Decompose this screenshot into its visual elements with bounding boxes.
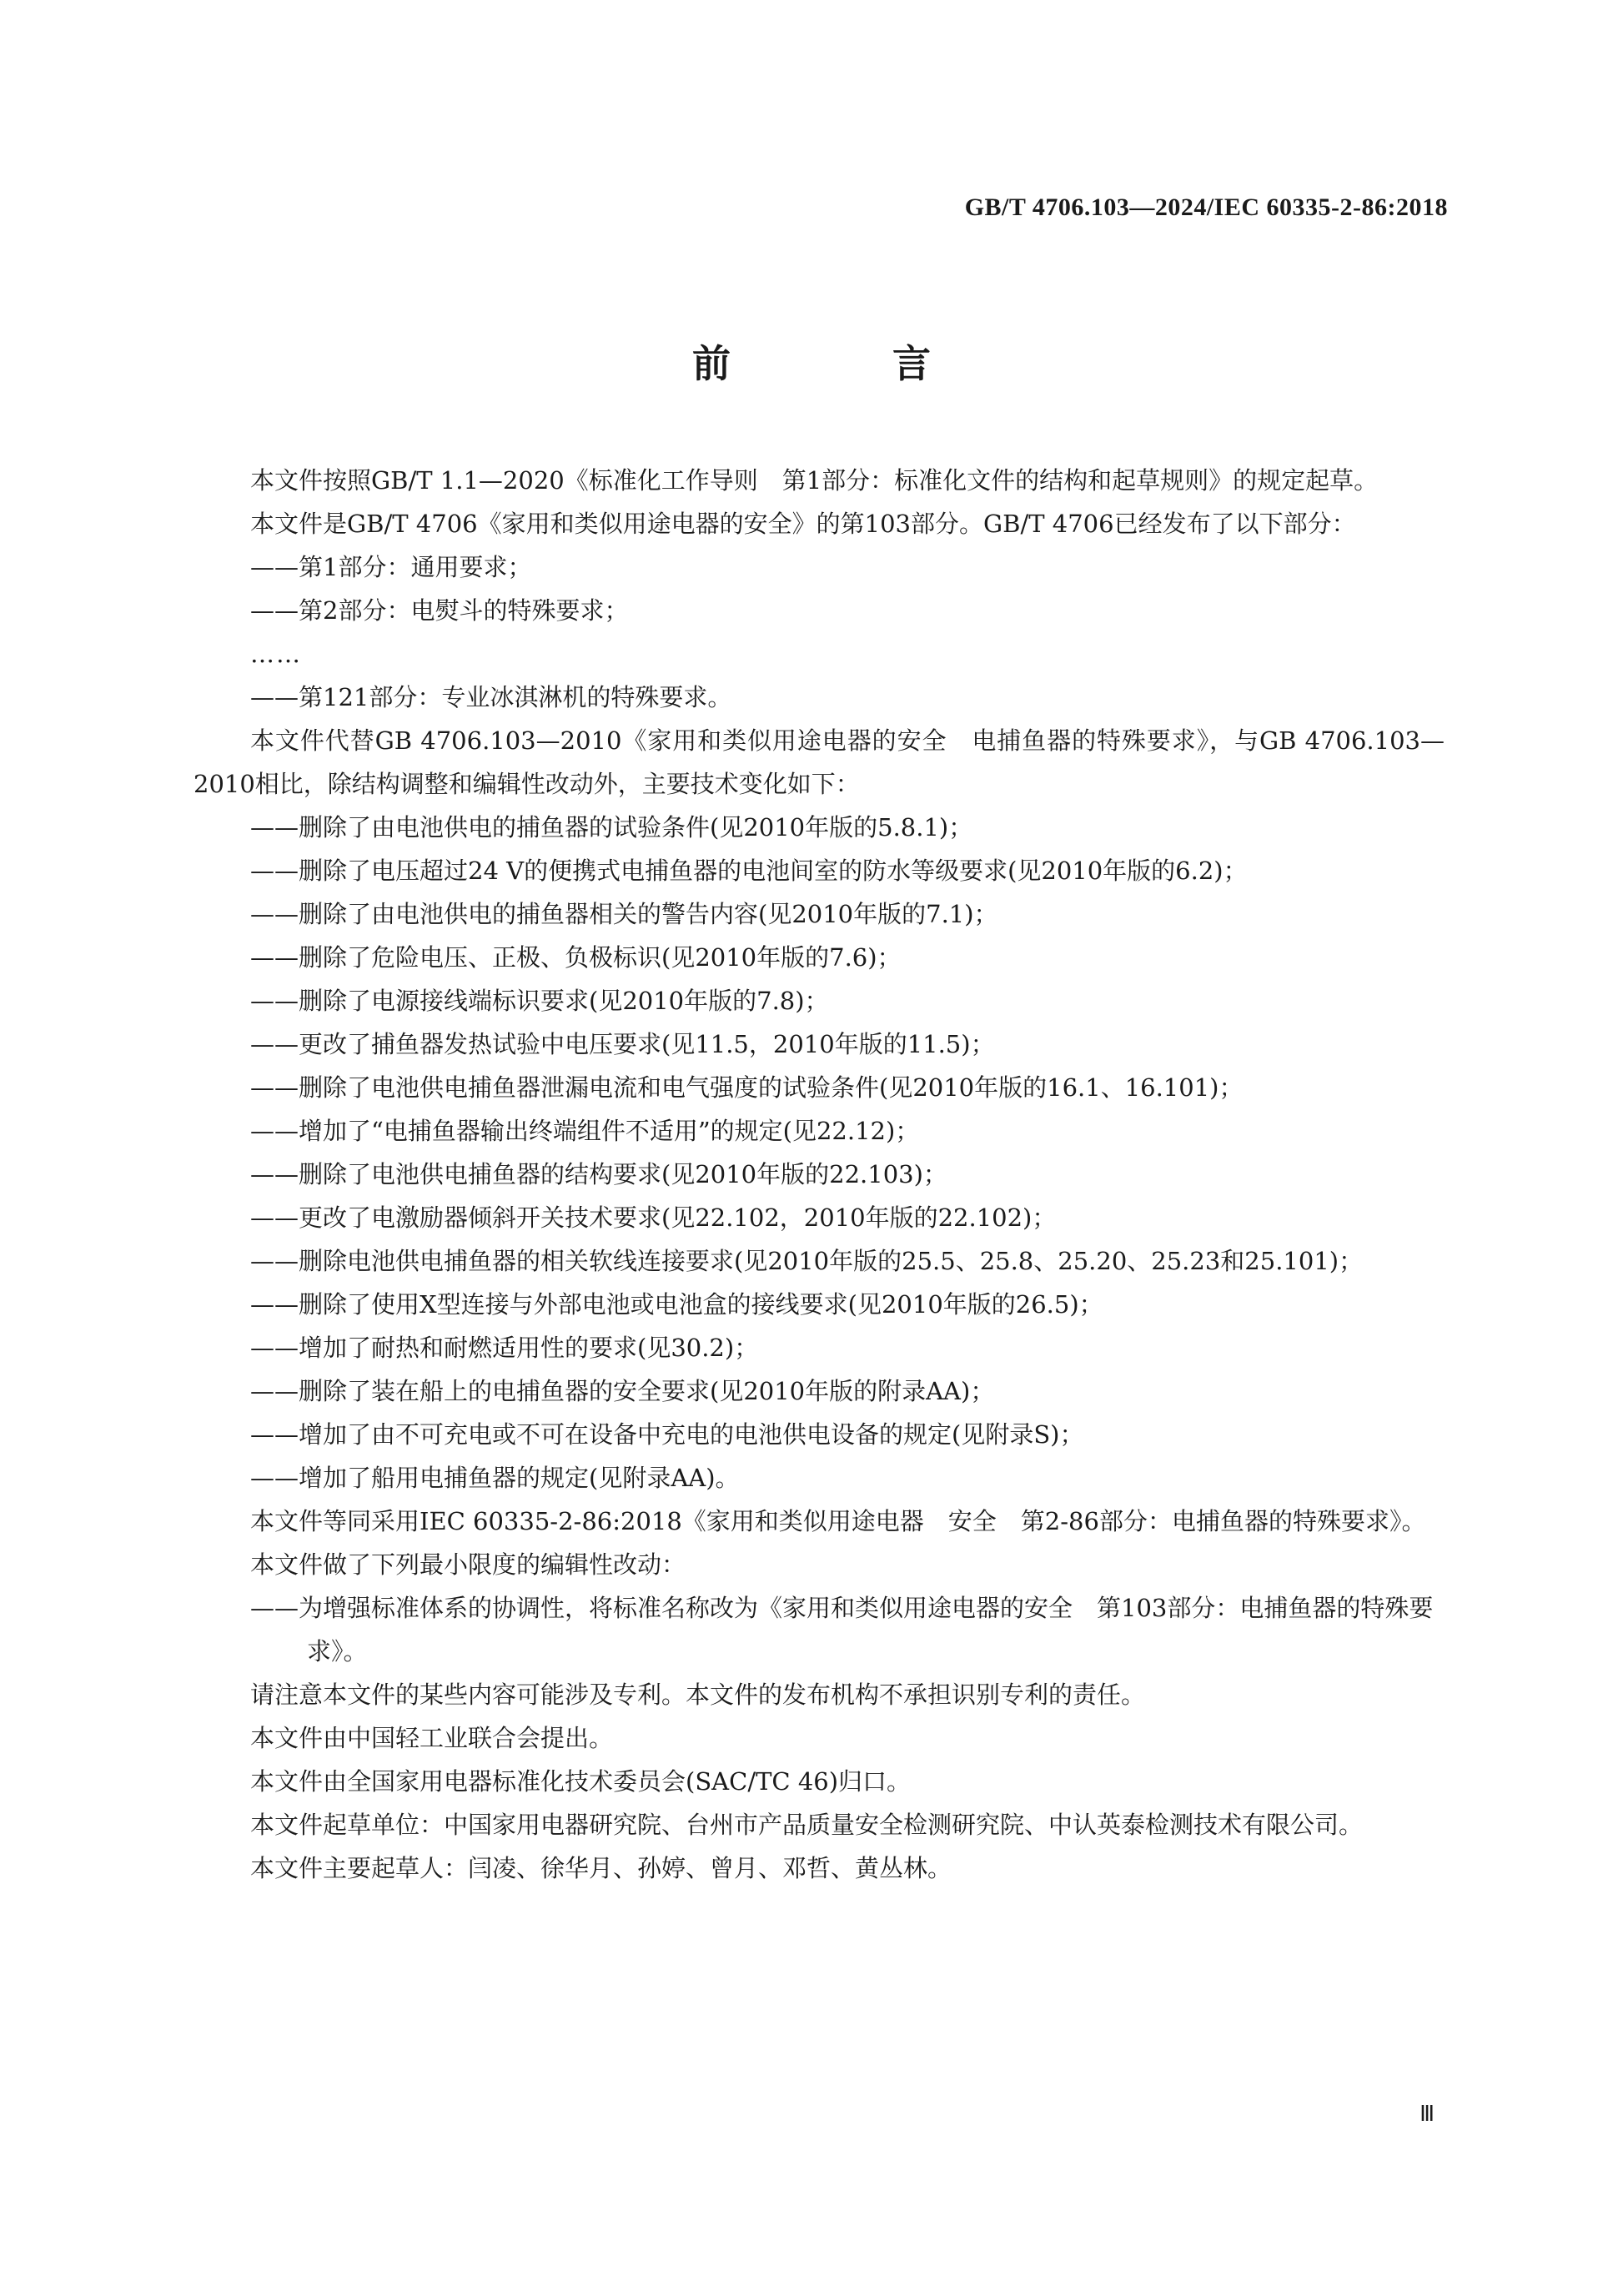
paragraph-drafting-units: 本文件起草单位：中国家用电器研究院、台州市产品质量安全检测研究院、中认英泰检测技术有限公司。: [250, 1811, 1364, 1839]
list-item-change: ——删除了危险电压、正极、负极标识(见2010年版的7.6)；: [250, 943, 902, 972]
paragraph-committee: 本文件由全国家用电器标准化技术委员会(SAC/TC 46)归口。: [250, 1767, 912, 1796]
list-item-change: ——增加了“电捕鱼器输出终端组件不适用”的规定(见22.12)；: [250, 1117, 920, 1145]
list-item-change: ——删除了由电池供电的捕鱼器相关的警告内容(见2010年版的7.1)；: [250, 900, 998, 928]
page-number: Ⅲ: [1419, 2102, 1435, 2126]
list-item-edit: ——为增强标准体系的协调性，将标准名称改为《家用和类似用途电器的安全 第103部分：电捕鱼器的特殊要求》。: [250, 1594, 1434, 1665]
list-item-part: ——第121部分：专业冰淇淋机的特殊要求。: [250, 683, 732, 711]
standard-code: GB/T 4706.103—2024/IEC 60335-2-86:2018: [964, 193, 1448, 221]
list-item-change: ——增加了船用电捕鱼器的规定(见附录AA)。: [250, 1464, 740, 1492]
paragraph-drafting-rules: 本文件按照GB/T 1.1—2020《标准化工作导则 第1部分：标准化文件的结构和起草规则》的规定起草。: [250, 466, 1379, 495]
ellipsis: ……: [250, 640, 302, 668]
list-item-change: ——更改了捕鱼器发热试验中电压要求(见11.5，2010年版的11.5)；: [250, 1030, 995, 1058]
page-title: 前 言: [692, 341, 992, 386]
list-item-change: ——删除了装在船上的电捕鱼器的安全要求(见2010年版的附录AA)；: [250, 1377, 995, 1405]
list-item-change: ——删除了电压超过24 V的便携式电捕鱼器的电池间室的防水等级要求(见2010年版的6.2)；: [250, 857, 1248, 885]
paragraph-replaces: 本文件代替GB 4706.103—2010《家用和类似用途电器的安全 电捕鱼器的特殊要求》，与GB 4706.103—2010相比，除结构调整和编辑性改动外，主要技术变化如下：: [193, 726, 1445, 798]
list-item-change: ——删除了电池供电捕鱼器的结构要求(见2010年版的22.103)；: [250, 1160, 947, 1188]
list-item-change: ——删除了由电池供电的捕鱼器的试验条件(见2010年版的5.8.1)；: [250, 813, 973, 842]
foreword-body: [193, 459, 1445, 1890]
list-item-change: ——删除了使用X型连接与外部电池或电池盒的接线要求(见2010年版的26.5)；: [250, 1290, 1103, 1319]
list-item-part: ——第1部分：通用要求；: [250, 553, 532, 581]
list-item-change: ——删除电池供电捕鱼器的相关软线连接要求(见2010年版的25.5、25.8、25.20、25.23和25.101)；: [250, 1247, 1364, 1275]
list-item-change: ——增加了耐热和耐燃适用性的要求(见30.2)；: [250, 1334, 759, 1362]
paragraph-edit-intro: 本文件做了下列最小限度的编辑性改动：: [250, 1550, 686, 1579]
list-item-change: ——增加了由不可充电或不可在设备中充电的电池供电设备的规定(见附录S)；: [250, 1420, 1084, 1449]
list-item-change: ——更改了电激励器倾斜开关技术要求(见22.102，2010年版的22.102)；: [250, 1203, 1057, 1232]
paragraph-series: 本文件是GB/T 4706《家用和类似用途电器的安全》的第103部分。GB/T 4706已经发布了以下部分：: [250, 510, 1356, 538]
paragraph-adoption: 本文件等同采用IEC 60335-2-86:2018《家用和类似用途电器 安全 第2-86部分：电捕鱼器的特殊要求》。: [250, 1507, 1426, 1535]
paragraph-drafters: 本文件主要起草人：闫凌、徐华月、孙婷、曾月、邓哲、黄丛林。: [250, 1854, 952, 1882]
list-item-part: ——第2部分：电熨斗的特殊要求；: [250, 596, 629, 625]
list-item-change: ——删除了电池供电捕鱼器泄漏电流和电气强度的试验条件(见2010年版的16.1、16.101)；: [250, 1073, 1244, 1102]
paragraph-proposer: 本文件由中国轻工业联合会提出。: [250, 1724, 614, 1752]
paragraph-patent-notice: 请注意本文件的某些内容可能涉及专利。本文件的发布机构不承担识别专利的责任。: [250, 1681, 1146, 1709]
list-item-change: ——删除了电源接线端标识要求(见2010年版的7.8)；: [250, 987, 829, 1015]
